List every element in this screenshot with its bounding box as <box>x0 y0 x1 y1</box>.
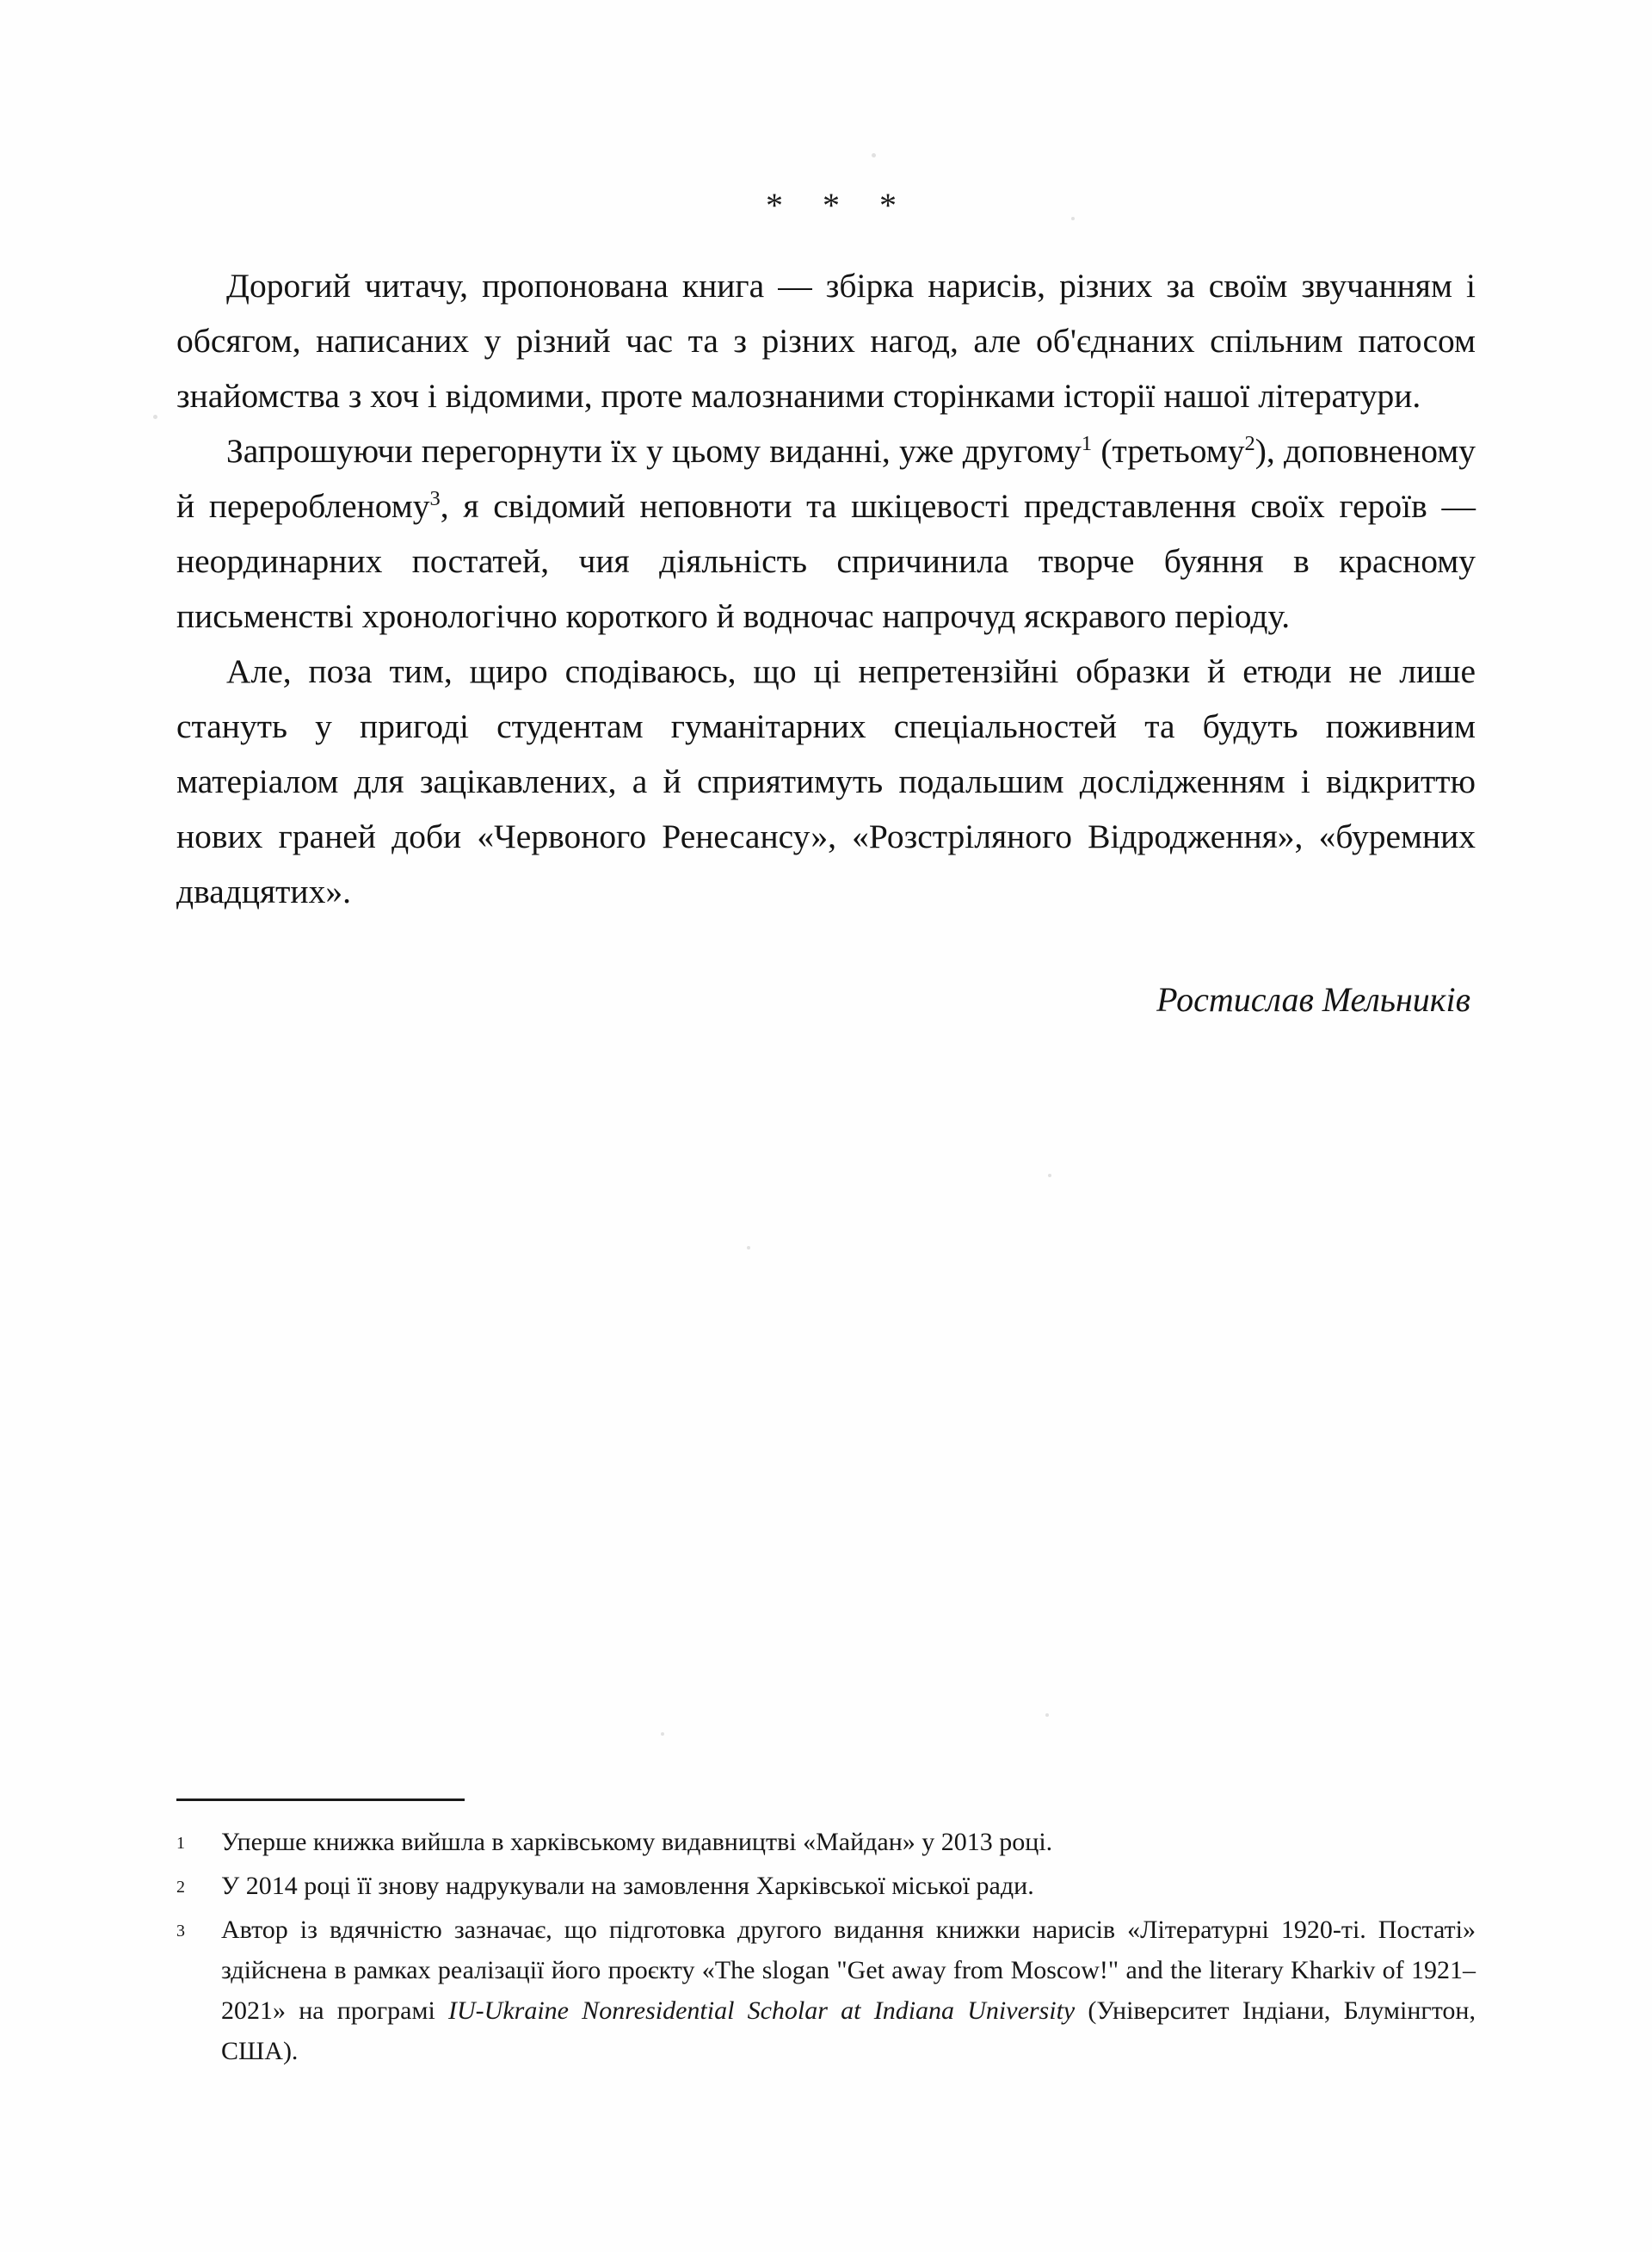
footnote-item <box>176 1910 1476 2071</box>
footnote-marker: 3 <box>176 1922 185 1940</box>
footnote-separator-rule <box>176 1799 465 1801</box>
paper-speck <box>153 415 157 419</box>
paper-speck <box>661 1732 664 1736</box>
paragraph: Запрошуючи перегорнути їх у цьому виданні, уже другому$^1$ (третьому$^2$), доповненому й переробленому$^3$, я свідомий неповноти та шкіцевості представлення своїх героїв — неординарних постатей, чия діяльність спричинила творче буяння в красному письменстві хронологічно короткого й водночас напрочуд яскравого періоду. <box>176 431 1476 635</box>
footnote-text: Уперше книжка вийшла в харківському видавництві «Майдан» у 2013 році. <box>221 1828 1053 1856</box>
footnote-text: Автор із вдячністю зазначає, що підготовка другого видання книжки нарисів «Літературні 1920-ті. Постаті» здійснена в рамках реалізації його проєкту «The slogan "Get away from Moscow!" and the literary Kharkiv of 1921–2021» на програмі IU-Ukraine Nonresidential Scholar at Indiana University (Університет Індіани, Блумінгтон, США). <box>221 1916 1476 2065</box>
footnote-item <box>176 1822 1476 1864</box>
paper-speck <box>872 153 876 157</box>
paper-speck <box>1048 1174 1051 1177</box>
preface-text <box>176 258 1476 919</box>
paper-speck <box>747 1246 750 1249</box>
footnote-marker: 2 <box>176 1878 185 1897</box>
section-divider-asterisks: * * * <box>766 186 912 225</box>
paper-speck <box>1071 217 1075 220</box>
author-signature: Ростислав Мельників <box>1156 980 1470 1019</box>
footnote-text: У 2014 році її знову надрукували на замовлення Харківської міської ради. <box>221 1872 1034 1900</box>
footnote-marker: 1 <box>176 1834 185 1853</box>
paragraph: Дорогий читачу, пропонована книга — збірка нарисів, різних за своїм звучанням і обсягом, написаних у різний час та з різних нагод, але об'єднаних спільним патосом знайомства з хоч і відомими, проте малознаними сторінками історії нашої літератури. <box>176 267 1476 415</box>
paragraph: Але, поза тим, щиро сподіваюсь, що ці непретензійні образки й етюди не лише стануть у пригоді студентам гуманітарних спеціальностей та будуть поживним матеріалом для зацікавлених, а й сприятимуть подальшим дослідженням і відкриттю нових граней доби «Червоного Ренесансу», «Розстріляного Відродження», «буремних двадцятих». <box>176 652 1476 910</box>
page-body <box>176 0 1476 1020</box>
footnotes-section <box>176 1799 1476 2073</box>
footnote-item <box>176 1866 1476 1908</box>
paper-speck <box>1045 1713 1049 1717</box>
